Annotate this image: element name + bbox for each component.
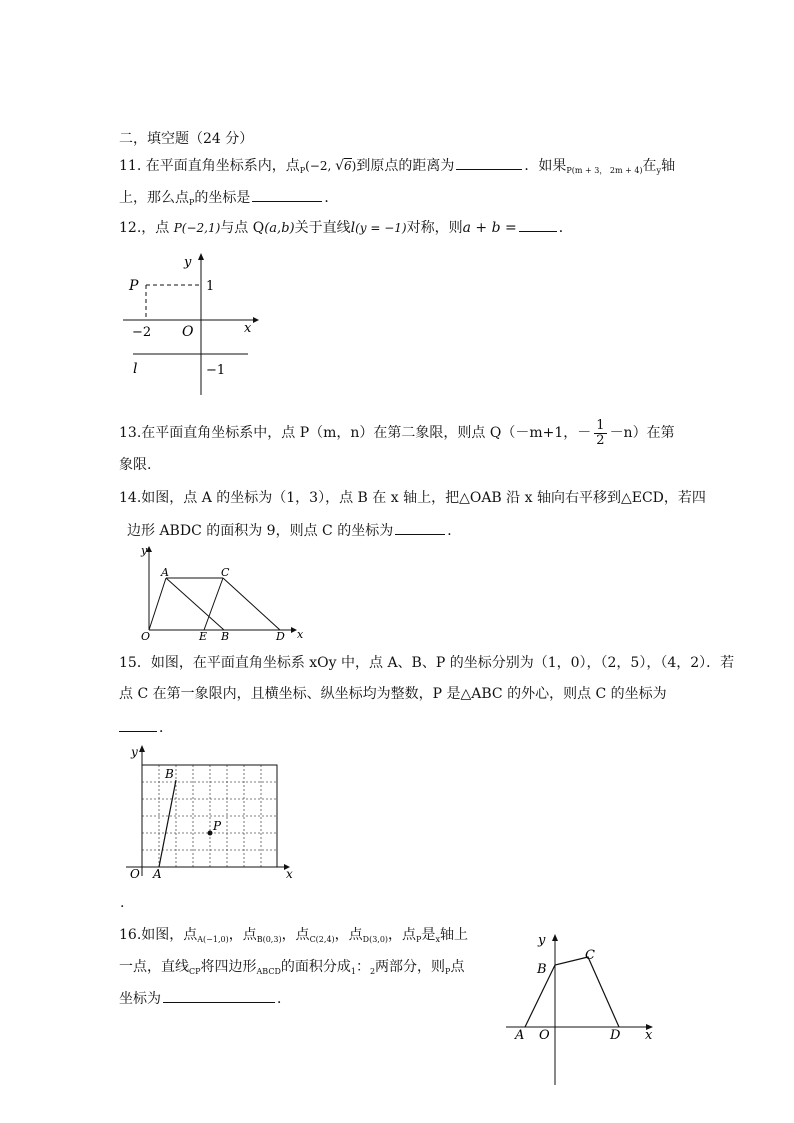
q16-l1-x: x bbox=[435, 935, 440, 944]
q15-label-o: O bbox=[130, 867, 140, 881]
q14-label-e: E bbox=[199, 630, 208, 642]
q16-line2 bbox=[119, 957, 464, 982]
q11-text3: ．如果 bbox=[524, 158, 567, 174]
q15-line3-end: ． bbox=[159, 720, 173, 736]
q11-text1: 在平面直角坐标系内，点 bbox=[145, 158, 300, 174]
q16-label-d: D bbox=[610, 1028, 621, 1043]
q15-label-b: B bbox=[165, 767, 174, 781]
q12-label-neg2: −2 bbox=[132, 325, 152, 340]
q15-figure bbox=[118, 740, 303, 885]
q15-line2: 点 C 在第一象限内，且横坐标、纵坐标均为整数，P 是△ABC 的外心，则点 C 的坐标为 bbox=[119, 686, 667, 702]
q14-label-a: A bbox=[161, 566, 169, 579]
q11-text2: 到原点的距离为 bbox=[356, 158, 455, 174]
q16-line3 bbox=[119, 988, 291, 1009]
q15-line3 bbox=[119, 717, 173, 738]
q12-l: l bbox=[350, 220, 356, 236]
q15-label-y: y bbox=[131, 745, 138, 759]
q16-label-a: A bbox=[515, 1028, 525, 1043]
q12-y-arrow bbox=[198, 253, 204, 260]
q14-seg-cd bbox=[223, 578, 280, 630]
q12-label-l: l bbox=[133, 361, 138, 377]
q12-label-x: x bbox=[244, 321, 252, 336]
q14-figure bbox=[135, 542, 310, 642]
q12-sum: a + b = bbox=[462, 220, 517, 236]
q14-seg-ab bbox=[166, 578, 224, 630]
q16-l1-C: C(2,4) bbox=[309, 935, 335, 944]
q14-line2-text: 边形 ABDC 的面积为 9，则点 C 的坐标为 bbox=[127, 523, 394, 539]
q15-dot: . bbox=[120, 895, 125, 911]
q11-sqrt-arg: 6 bbox=[344, 159, 352, 173]
q12-x-arrow bbox=[253, 317, 259, 323]
q14-seg-oa bbox=[149, 578, 166, 630]
q12-t2: 与点 Q bbox=[220, 220, 265, 236]
q11-p2: P(m + 3， 2m + 4) bbox=[566, 166, 643, 175]
q16-label-x: x bbox=[645, 1028, 653, 1043]
q14-label-o: O bbox=[141, 630, 151, 642]
q14-label-d: D bbox=[276, 630, 285, 642]
q14-label-y: y bbox=[141, 544, 148, 557]
q12-label-y: y bbox=[184, 255, 192, 270]
q14-label-x: x bbox=[297, 628, 304, 641]
q16-l2-b: 将四边形 bbox=[200, 959, 257, 975]
q15-label-p: P bbox=[213, 819, 222, 833]
q15-blank[interactable] bbox=[119, 717, 157, 732]
q12-label-neg1: −1 bbox=[206, 363, 226, 378]
section-title: 二，填空题（24 分） bbox=[119, 131, 254, 147]
q11-p-coord: (−2, bbox=[305, 159, 336, 173]
q11-line2-b: 的坐标是 bbox=[194, 190, 251, 206]
q16-l2-P: P bbox=[445, 967, 451, 976]
q16-l1-b: ，点 bbox=[228, 927, 257, 943]
q16-l3-end: ． bbox=[277, 991, 291, 1007]
q15-label-a: A bbox=[153, 867, 162, 881]
q13-text-a: 13.在平面直角坐标系中，点 P（m，n）在第二象限，则点 Q（－m+1，－ bbox=[119, 425, 592, 441]
q12-label-o: O bbox=[182, 324, 194, 340]
q14-label-c: C bbox=[221, 566, 230, 579]
q14-label-b: B bbox=[221, 630, 230, 642]
q12-t4: 对称，则 bbox=[406, 220, 463, 236]
q13-text-b: －n）在第 bbox=[609, 425, 675, 441]
q16-l1-A: A(−1,0) bbox=[197, 935, 229, 944]
q12-blank[interactable] bbox=[519, 217, 557, 232]
q11-line1 bbox=[119, 155, 675, 181]
q11-text5: 轴 bbox=[661, 158, 676, 174]
q16-l1-P: P bbox=[416, 935, 422, 944]
q16-l1-e: ，点 bbox=[388, 927, 417, 943]
q12-end: ． bbox=[558, 220, 573, 236]
q12-label-1: 1 bbox=[206, 279, 215, 294]
q16-figure bbox=[500, 925, 665, 1090]
q16-l2-colon: ： bbox=[355, 959, 370, 975]
q11-num: 11. bbox=[119, 158, 142, 174]
q12-p: P(−2,1) bbox=[173, 221, 221, 235]
q11-sqrt: √ bbox=[335, 158, 345, 174]
q15-line1: 15．如图，在平面直角坐标系 xOy 中，点 A、B、P 的坐标分别为（1，0），（2，5），（4，2）．若 bbox=[119, 655, 735, 671]
q16-y-arrow bbox=[552, 934, 558, 941]
q11-p-sub: P bbox=[299, 166, 306, 175]
q16-l1-c: ，点 bbox=[281, 927, 310, 943]
q16-line1 bbox=[119, 925, 468, 950]
q11-text4: 在 bbox=[642, 158, 657, 174]
q16-l2-cp: CP bbox=[189, 967, 201, 976]
q16-label-c: C bbox=[585, 948, 595, 963]
q13-line2: 象限. bbox=[119, 457, 152, 473]
q13-fraction bbox=[594, 419, 606, 448]
q15-seg-ab bbox=[159, 780, 176, 867]
q11-close: ) bbox=[351, 159, 357, 173]
q12-line bbox=[119, 217, 573, 239]
q16-l1-f: 是 bbox=[421, 927, 436, 943]
q14-line2 bbox=[127, 520, 461, 541]
q14-seg-ce bbox=[204, 578, 223, 630]
q16-blank[interactable] bbox=[163, 988, 275, 1003]
q13-line1 bbox=[119, 418, 675, 448]
q12-num: 12.， bbox=[119, 220, 156, 236]
q16-l1-g: 轴上 bbox=[439, 927, 468, 943]
q11-line2 bbox=[119, 187, 338, 213]
q16-l1-D: D(3,0) bbox=[362, 935, 389, 944]
q16-l2-2: 2 bbox=[369, 967, 376, 976]
q14-blank[interactable] bbox=[395, 520, 445, 535]
q16-l1-a: 16.如图，点 bbox=[119, 927, 198, 943]
q11-blank1[interactable] bbox=[456, 155, 522, 170]
q12-t1: 点 bbox=[155, 220, 174, 236]
q16-label-y: y bbox=[538, 933, 546, 948]
q16-label-o: O bbox=[539, 1028, 550, 1043]
q16-l2-c: 的面积分成 bbox=[280, 959, 351, 975]
q16-l2-1: 1 bbox=[350, 967, 356, 976]
q16-l1-d: ，点 bbox=[334, 927, 363, 943]
q16-l2-d: 两部分，则 bbox=[375, 959, 446, 975]
q11-y-sub: y bbox=[656, 166, 662, 175]
q12-t3: 关于直线 bbox=[294, 220, 351, 236]
q12-figure bbox=[118, 250, 268, 400]
q15-label-x: x bbox=[286, 867, 293, 881]
q11-line2-p: P bbox=[189, 198, 195, 207]
q15-y-arrow bbox=[139, 745, 145, 752]
q16-l2-abcd: ABCD bbox=[256, 967, 281, 976]
q16-label-b: B bbox=[537, 962, 547, 977]
q12-label-p: P bbox=[129, 278, 139, 294]
q11-blank2[interactable] bbox=[252, 187, 322, 202]
q13-frac-den: 2 bbox=[596, 432, 605, 448]
q11-line2-end: ． bbox=[324, 190, 339, 206]
q16-l2-a: 一点，直线 bbox=[119, 959, 189, 975]
q14-line2-end: ． bbox=[447, 523, 462, 539]
q16-l1-B: B(0,3) bbox=[256, 935, 282, 944]
q12-q: (a,b) bbox=[264, 221, 295, 236]
q16-l3-a: 坐标为 bbox=[119, 991, 161, 1007]
q11-line2-a: 上，那么点 bbox=[119, 190, 189, 206]
q14-line1: 14.如图，点 A 的坐标为（1，3），点 B 在 x 轴上，把△OAB 沿 x 轴向右平移到△ECD，若四 bbox=[119, 490, 706, 506]
q12-leq: (y = −1) bbox=[355, 221, 407, 235]
q13-frac-num: 1 bbox=[596, 417, 605, 433]
q16-l2-e: 点 bbox=[450, 959, 465, 975]
q15-point-p bbox=[208, 831, 213, 836]
